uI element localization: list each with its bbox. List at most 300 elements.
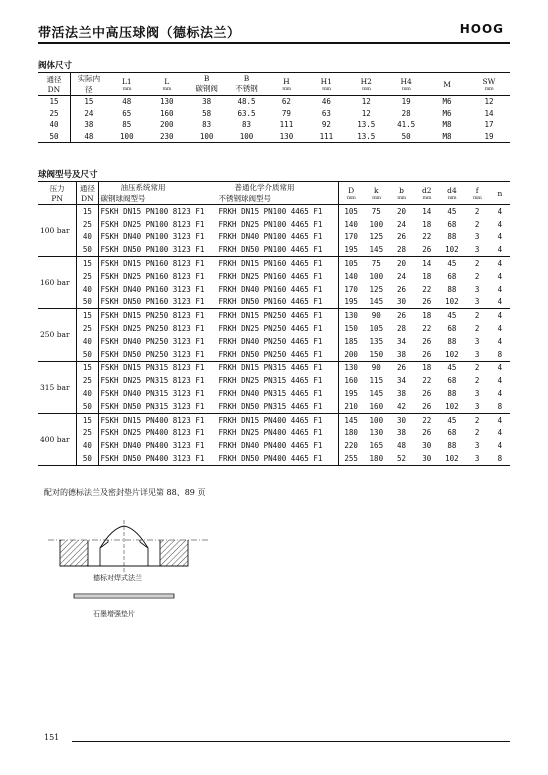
table-cell: 63.5 (237, 108, 256, 118)
table-cell: 38 (397, 389, 407, 399)
table-cell: 30 (397, 297, 407, 307)
col-header-9 (386, 73, 426, 96)
table-cell: 25 (77, 322, 98, 335)
table-cell: 4 (497, 219, 503, 229)
table-cell: FSKH DN25 PN100 8123 F1 (100, 219, 205, 229)
table-cell: 45 (439, 361, 464, 374)
table-cell: 130 (338, 309, 364, 322)
table-cell: 2 (465, 361, 490, 374)
table-cell: FSKH DN15 PN100 8123 F1 (100, 206, 205, 216)
col-dn (77, 182, 98, 205)
table-cell: 24 (84, 108, 94, 118)
table-cell: 18 (422, 271, 432, 281)
table-cell: 3 (474, 389, 480, 399)
table-cell: 79 (281, 108, 291, 118)
table-cell: 30 (422, 454, 432, 464)
table-cell: 145 (369, 297, 384, 307)
table-cell: 25 (77, 218, 98, 231)
table-cell: 3 (474, 401, 480, 411)
table-cell: 22 (422, 324, 432, 334)
table-cell: FSKH DN15 PN400 8123 F1 (98, 413, 217, 426)
table-cell: 26 (397, 232, 407, 242)
col-dim-label: k (374, 185, 379, 195)
table-cell: 195 (344, 245, 358, 255)
table-cell: 30 (422, 441, 432, 451)
table-cell: FRKH DN50 PN100 4465 F1 (217, 243, 339, 256)
table-cell: 28 (397, 245, 407, 255)
table-cell: 40 (77, 439, 98, 452)
table-cell: 13.5 (357, 131, 376, 141)
table-row (38, 108, 510, 120)
col-sub: 不锈钢 (235, 84, 258, 93)
col-header-2 (107, 73, 147, 96)
col-dim-unit: mm (447, 194, 457, 201)
table-cell: 68 (447, 219, 457, 229)
table-cell: 160 (344, 376, 358, 386)
col-chemical (217, 182, 339, 205)
table-cell: 25 (38, 108, 70, 120)
col-unit: mm (484, 85, 494, 92)
table-cell: 26 (422, 336, 432, 346)
table-cell: FSKH DN50 PN400 3123 F1 (100, 454, 205, 464)
table-cell: 100 (120, 131, 134, 141)
table-cell: FRKH DN25 PN160 4465 F1 (217, 270, 339, 283)
table-cell: 125 (369, 284, 384, 294)
col-dim-unit: mm (372, 194, 381, 201)
table-cell: 22 (422, 376, 432, 386)
table-cell: 40 (77, 335, 98, 348)
table-cell: 130 (159, 97, 174, 107)
table-row (38, 296, 510, 309)
col-dim-3 (414, 182, 439, 205)
table-cell: 40 (77, 283, 98, 296)
table-cell: 4 (497, 336, 503, 346)
table-cell: 85 (122, 120, 132, 130)
table-cell: 19 (484, 131, 494, 141)
table-cell: 15 (77, 413, 98, 426)
table-cell: 102 (445, 245, 459, 255)
table-cell: 45 (439, 257, 464, 270)
table-cell: 24 (397, 219, 407, 229)
table-cell: 4 (497, 441, 503, 451)
table-cell: 140 (344, 271, 358, 281)
table-cell: 18 (414, 309, 439, 322)
table-cell: 26 (422, 297, 432, 307)
col-dim-label: d2 (421, 185, 432, 195)
col-header-5 (227, 73, 267, 96)
table-cell: 25 (77, 427, 98, 440)
col-dn-label: 通径 (79, 184, 95, 193)
table-cell: 15 (84, 97, 94, 107)
col-label: 实际内 (77, 74, 101, 83)
col-label: H2 (360, 76, 372, 86)
col-dim-label: b (399, 185, 404, 195)
table-cell: FRKH DN15 PN315 4465 F1 (217, 361, 339, 374)
table-row (38, 119, 510, 131)
flange-caption: 德标对焊式法兰 (93, 574, 142, 582)
table-cell: 102 (445, 454, 459, 464)
col-header-6 (267, 73, 307, 96)
table-cell: 130 (369, 428, 384, 438)
table-cell: 105 (369, 324, 384, 334)
table-cell: 19 (401, 97, 411, 107)
gasket-caption: 石墨增强垫片 (93, 610, 135, 618)
col-header-7 (306, 73, 346, 96)
table-cell: 100 (364, 413, 389, 426)
table-cell: 75 (364, 257, 389, 270)
table-cell: 230 (159, 131, 174, 141)
table-cell: 3 (474, 284, 480, 294)
col-label: L (164, 76, 170, 86)
col-dim-0 (338, 182, 364, 205)
table-cell: 165 (369, 441, 384, 451)
col-label: H4 (400, 76, 412, 86)
table-cell: 38 (202, 97, 212, 107)
table-cell: 170 (344, 284, 358, 294)
table-cell: 48 (122, 97, 132, 107)
table-row (38, 427, 510, 440)
table-cell: M8 (442, 131, 452, 141)
col-pressure-sub: PN (51, 194, 63, 203)
models-table (38, 181, 510, 466)
table-cell: 140 (344, 219, 358, 229)
table-cell: 4 (497, 376, 503, 386)
table-cell: FRKH DN40 PN160 4465 F1 (217, 283, 339, 296)
table-cell: 12 (361, 97, 371, 107)
table-cell: 90 (364, 309, 389, 322)
table-cell: FSKH DN40 PN250 3123 F1 (100, 336, 205, 346)
table-cell: 75 (371, 206, 381, 216)
table-cell: 34 (397, 376, 407, 386)
table-cell: 145 (369, 389, 384, 399)
table-cell: FSKH DN25 PN400 8123 F1 (100, 428, 205, 438)
col-unit: mm (401, 85, 411, 92)
col-label: L1 (121, 76, 132, 86)
table-cell: 8 (497, 401, 503, 411)
table-cell: FRKH DN40 PN400 4465 F1 (217, 439, 339, 452)
body-dimensions-table (38, 72, 510, 143)
table-cell: 255 (344, 454, 358, 464)
table-cell: 25 (77, 374, 98, 387)
col-hydraulic-sub: 碳钢球阀型号 (100, 194, 146, 203)
table-cell: 4 (497, 389, 503, 399)
pressure-cell: 315 bar (38, 361, 77, 413)
col-unit: mm (322, 85, 331, 92)
table-cell: 38 (84, 120, 94, 130)
table-row (38, 270, 510, 283)
table-cell: 88 (447, 284, 457, 294)
col-dim-label: D (348, 185, 355, 195)
table-cell: 15 (38, 96, 70, 108)
table-cell: 3 (474, 245, 480, 255)
table-cell: 111 (319, 131, 334, 141)
table-cell: FRKH DN25 PN250 4465 F1 (217, 322, 339, 335)
table-cell: 14 (414, 257, 439, 270)
table-cell: 2 (474, 428, 480, 438)
table-cell: 18 (422, 219, 432, 229)
table-cell: 41.5 (397, 120, 416, 130)
table-cell: 38 (397, 428, 407, 438)
pressure-cell: 250 bar (38, 309, 77, 361)
table-cell: 50 (77, 348, 98, 361)
table-cell: 102 (445, 401, 459, 411)
table-row (38, 96, 510, 108)
table-cell: M6 (442, 97, 452, 107)
table-cell: 180 (344, 428, 358, 438)
table-cell: 42 (397, 401, 407, 411)
table-cell: 63 (321, 108, 331, 118)
table-row (38, 309, 510, 322)
pressure-cell: 400 bar (38, 413, 77, 465)
table-cell: 4 (497, 284, 503, 294)
col-dim-label: f (475, 185, 479, 195)
table-row (38, 283, 510, 296)
table-cell: 15 (77, 257, 98, 270)
table-cell: FSKH DN40 PN100 3123 F1 (100, 232, 205, 242)
col-dim-unit: mm (397, 194, 406, 201)
table-cell: FSKH DN15 PN160 8123 F1 (98, 257, 217, 270)
table-cell: 3 (474, 441, 480, 451)
col-pressure-label: 压力 (49, 184, 65, 193)
table-cell: FRKH DN50 PN315 4465 F1 (217, 400, 339, 413)
table-cell: FRKH DN50 PN400 4465 F1 (217, 452, 339, 465)
table-cell: 200 (159, 120, 174, 130)
col-label: 通径 (46, 75, 62, 84)
table-cell: 4 (497, 271, 503, 281)
table-cell: 24 (397, 271, 407, 281)
col-unit: mm (122, 85, 132, 92)
col-unit: mm (282, 85, 291, 92)
col-chemical-label: 普通化学介质常用 (234, 183, 295, 192)
table-cell: 105 (338, 257, 364, 270)
table-cell: 210 (344, 401, 358, 411)
table-cell: 48 (397, 441, 407, 451)
table-cell: 13.5 (357, 120, 376, 130)
table-cell: 50 (401, 131, 411, 141)
flange-drawing (40, 516, 220, 616)
table-cell: FSKH DN15 PN250 8123 F1 (98, 309, 217, 322)
table-cell: 15 (77, 361, 98, 374)
table-cell: 130 (338, 361, 364, 374)
table-cell: 88 (447, 232, 457, 242)
table-cell: FSKH DN25 PN315 8123 F1 (100, 376, 205, 386)
table-cell: 26 (397, 284, 407, 294)
col-header-1 (70, 73, 106, 96)
table-cell: 135 (369, 336, 384, 346)
table-cell: 2 (474, 206, 480, 216)
table-cell: 3 (474, 232, 480, 242)
table-cell: 45 (439, 309, 464, 322)
table-cell: 2 (465, 413, 490, 426)
table-cell: 145 (338, 413, 364, 426)
table-cell: FSKH DN40 PN400 3123 F1 (100, 441, 205, 451)
table-cell: FRKH DN25 PN315 4465 F1 (217, 374, 339, 387)
col-label: B (203, 74, 210, 83)
table-cell: FRKH DN15 PN100 4465 F1 (217, 205, 339, 218)
page-number: 151 (44, 733, 60, 742)
table-cell: 111 (279, 120, 294, 130)
col-label: SW (482, 76, 496, 86)
reference-note: 配对的德标法兰及密封垫片详见第 88、89 页 (44, 488, 206, 497)
col-hydraulic-label: 油压系统常用 (120, 183, 166, 192)
table-cell: 102 (445, 297, 459, 307)
table-cell: 20 (397, 206, 407, 216)
table-row (38, 439, 510, 452)
table-cell: 50 (38, 131, 70, 143)
table-cell: 34 (397, 336, 407, 346)
table-cell: FRKH DN15 PN400 4465 F1 (217, 413, 339, 426)
table-row (38, 413, 510, 426)
table-cell: 90 (364, 361, 389, 374)
table-cell: 50 (77, 243, 98, 256)
table-cell: 15 (77, 309, 98, 322)
table-cell: 25 (77, 270, 98, 283)
body-dimensions-title: 阀体尺寸 (38, 61, 73, 71)
table-cell: 83 (202, 120, 212, 130)
col-unit: mm (162, 85, 171, 92)
table-cell: 68 (447, 376, 457, 386)
table-cell: 28 (397, 324, 407, 334)
table-cell: 40 (77, 387, 98, 400)
col-label: B (243, 74, 250, 83)
table-cell: FSKH DN40 PN160 3123 F1 (100, 284, 205, 294)
table-cell: 170 (344, 232, 358, 242)
col-dim-label: n (497, 188, 503, 198)
table-cell: FSKH DN50 PN100 3123 F1 (100, 245, 205, 255)
col-sub: DN (47, 85, 61, 94)
table-cell: 195 (344, 297, 358, 307)
table-cell: 4 (497, 232, 503, 242)
table-cell: 115 (369, 376, 384, 386)
footer-rule (72, 741, 510, 742)
table-row (38, 218, 510, 231)
table-cell: FSKH DN50 PN315 3123 F1 (100, 401, 205, 411)
table-cell: 48.5 (237, 97, 256, 107)
table-cell: 26 (422, 389, 432, 399)
table-cell: 68 (447, 428, 457, 438)
table-cell: 50 (77, 400, 98, 413)
table-row (38, 400, 510, 413)
col-dim-label: d4 (447, 185, 457, 195)
table-cell: M8 (442, 120, 452, 130)
table-cell: FSKH DN15 PN315 8123 F1 (98, 361, 217, 374)
table-cell: FRKH DN25 PN400 4465 F1 (217, 427, 339, 440)
table-cell: 26 (422, 401, 432, 411)
col-chemical-sub: 不锈钢球阀型号 (218, 194, 271, 203)
col-header-3 (147, 73, 187, 96)
table-cell: 28 (401, 108, 411, 118)
table-cell: 20 (389, 257, 414, 270)
table-cell: 102 (445, 349, 459, 359)
table-cell: 52 (397, 454, 407, 464)
table-cell: FSKH DN25 PN250 8123 F1 (100, 324, 205, 334)
table-row (38, 374, 510, 387)
table-cell: 160 (369, 401, 384, 411)
table-cell: 220 (344, 441, 358, 451)
table-cell: FRKH DN15 PN250 4465 F1 (217, 309, 339, 322)
table-cell: 200 (344, 349, 358, 359)
table-cell: 83 (242, 120, 252, 130)
col-dim-unit: mm (346, 194, 356, 201)
table-cell: 14 (484, 108, 494, 118)
pressure-cell: 160 bar (38, 257, 77, 309)
table-cell: FRKH DN50 PN250 4465 F1 (217, 348, 339, 361)
table-row (38, 335, 510, 348)
col-unit: mm (361, 85, 371, 92)
table-cell: 26 (422, 428, 432, 438)
col-dim-2 (389, 182, 414, 205)
table-cell: 38 (397, 349, 407, 359)
table-cell: 3 (474, 297, 480, 307)
table-cell: 2 (474, 219, 480, 229)
table-cell: 40 (38, 119, 70, 131)
table-cell: 3 (474, 349, 480, 359)
table-cell: 150 (344, 324, 358, 334)
table-cell: 22 (422, 232, 432, 242)
col-dim-6 (490, 182, 510, 205)
col-dim-1 (364, 182, 389, 205)
table-cell: FSKH DN40 PN315 3123 F1 (100, 389, 205, 399)
table-cell: 88 (447, 441, 457, 451)
table-cell: 22 (414, 413, 439, 426)
table-row (38, 205, 510, 218)
table-cell: 2 (465, 257, 490, 270)
table-cell: 46 (321, 97, 331, 107)
col-header-8 (346, 73, 386, 96)
col-label: M (443, 79, 451, 89)
table-cell: 12 (484, 97, 494, 107)
table-cell: 4 (497, 428, 503, 438)
table-cell: 2 (474, 271, 480, 281)
table-cell: 100 (369, 219, 384, 229)
table-row (38, 387, 510, 400)
table-cell: 130 (279, 131, 294, 141)
table-cell: FRKH DN50 PN160 4465 F1 (217, 296, 339, 309)
table-cell: 26 (389, 361, 414, 374)
table-cell: 50 (77, 452, 98, 465)
col-header-4 (187, 73, 227, 96)
table-cell: 26 (422, 349, 432, 359)
table-cell: 45 (439, 413, 464, 426)
table-cell: 180 (369, 454, 384, 464)
table-cell: 3 (474, 454, 480, 464)
col-header-10 (426, 73, 468, 96)
table-row (38, 243, 510, 256)
table-cell: 8 (497, 349, 503, 359)
col-header-11 (468, 73, 510, 96)
pressure-cell: 100 bar (38, 205, 77, 257)
table-row (38, 257, 510, 270)
table-cell: 58 (202, 108, 212, 118)
col-dim-5 (465, 182, 490, 205)
brand-logo-text: HOOG (459, 22, 504, 36)
col-label: H1 (320, 76, 332, 86)
table-cell: 68 (447, 324, 457, 334)
col-sub: 碳钢阀 (195, 84, 218, 93)
table-cell: 92 (321, 120, 331, 130)
table-cell: 195 (344, 389, 358, 399)
table-cell: 4 (490, 361, 510, 374)
table-cell: 26 (389, 309, 414, 322)
table-cell: 100 (199, 131, 214, 141)
table-cell: FRKH DN40 PN315 4465 F1 (217, 387, 339, 400)
col-dim-unit: mm (422, 194, 431, 201)
table-cell: 15 (77, 205, 98, 218)
table-cell: 45 (447, 206, 457, 216)
table-cell: 22 (422, 284, 432, 294)
models-title: 球阀型号及尺寸 (38, 170, 98, 180)
table-cell: 105 (344, 206, 358, 216)
